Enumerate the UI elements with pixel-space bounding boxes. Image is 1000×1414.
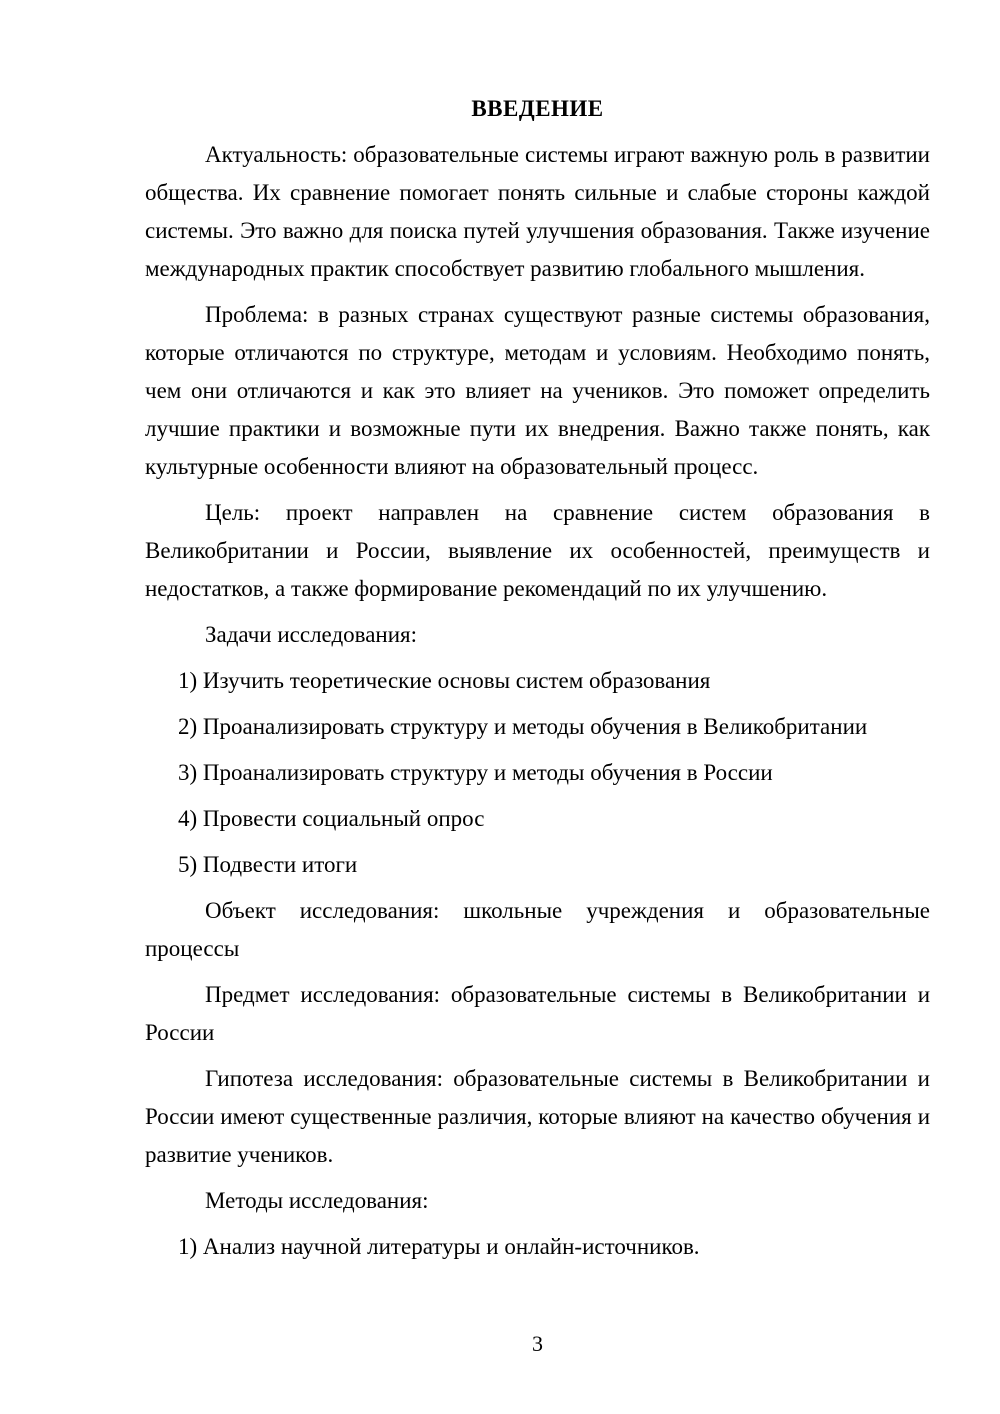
task-item-2: 2) Проанализировать структуру и методы обучения в Великобритании	[178, 714, 868, 739]
tasks-heading: Задачи исследования:	[205, 622, 418, 647]
method-item-1: 1) Анализ научной литературы и онлайн-источников.	[178, 1234, 700, 1259]
task-item-5: 5) Подвести итоги	[178, 852, 358, 877]
task-item-1: 1) Изучить теоретические основы систем образования	[178, 668, 711, 693]
paragraph-subject: Предмет исследования: образовательные системы в Великобритании и России	[145, 982, 930, 1045]
paragraph-hypothesis: Гипотеза исследования: образовательные системы в Великобритании и России имеют существенные различия, которые влияют на качество обучения и развитие учеников.	[145, 1066, 930, 1167]
paragraph-goal: Цель: проект направлен на сравнение систем образования в Великобритании и России, выявление их особенностей, преимуществ и недостатков, а также формирование рекомендаций по их улучшению.	[145, 500, 930, 601]
paragraph-relevance: Актуальность: образовательные системы играют важную роль в развитии общества. Их сравнение помогает понять сильные и слабые стороны каждой системы. Это важно для поиска путей улучшения образования. Также изучение международных практик способствует развитию глобального мышления.	[145, 142, 930, 281]
methods-heading: Методы исследования:	[205, 1188, 429, 1213]
page-title: ВВЕДЕНИЕ	[471, 96, 604, 121]
paragraph-problem: Проблема: в разных странах существуют разные системы образования, которые отличаются по структуре, методам и условиям. Необходимо понять, чем они отличаются и как это влияет на учеников. Это поможет определить лучшие практики и возможные пути их внедрения. Важно также понять, как культурные особенности влияют на образовательный процесс.	[145, 302, 930, 479]
paragraph-object: Объект исследования: школьные учреждения и образовательные процессы	[145, 898, 930, 961]
task-item-3: 3) Проанализировать структуру и методы обучения в России	[178, 760, 773, 785]
task-item-4: 4) Провести социальный опрос	[178, 806, 485, 831]
page-number: 3	[532, 1331, 543, 1356]
